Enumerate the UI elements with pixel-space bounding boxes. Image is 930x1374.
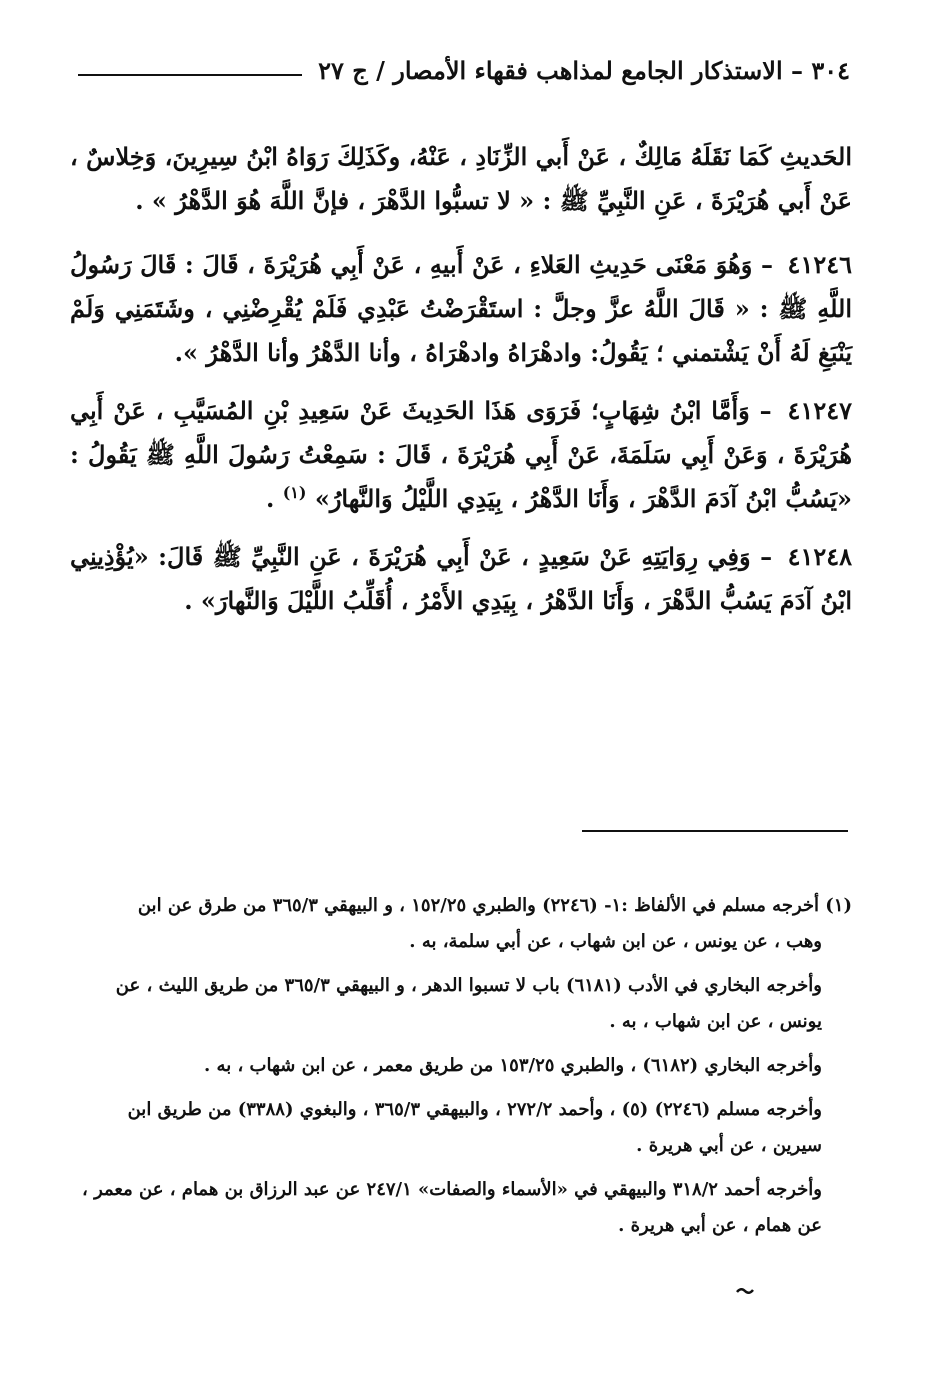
paragraph-continuation: الحَديثِ كَمَا نَقَلَهُ مَالِكٌ ، عَنْ أَبي الزِّنَادِ ، عَنْهُ، وكَذَلِكَ رَوَاهُ ابْنُ سِيرِينَ، وَخِلاسٌ ، عَنْ أَبي هُرَيْرَةَ ، عَنِ النَّبِيِّ ﷺ : « لا تسبُّوا الدَّهْرَ ، فإنَّ اللَّهَ هُوَ الدَّهْرُ » . [70,142,852,215]
paragraph-41247 [70,389,852,521]
footnote-1-line-2: وهب ، عن يونس ، عن ابن شهاب ، عن أبي سلمة، به . [409,931,822,952]
footnote-1-source-3: وأخرجه البخاري (٦١٨٢) ، والطبري ١٥٣/٢٥ من طريق معمر ، عن ابن شهاب ، به . [204,1055,822,1076]
main-text [70,135,852,637]
footnote-separator [582,830,848,832]
paragraph-text: – وَهُوَ مَعْنَى حَدِيثِ العَلاءِ ، عَنْ أَبيهِ ، عَنْ أَبِي هُرَيْرَةَ ، قَالَ : قَالَ رَسُولُ اللَّهِ ﷺ : « قَالَ اللَّهُ عزَّ وجلَّ : استَقْرَضْتُ عَبْدِي فَلَمْ يُقْرِضْنِي ، وشَتَمَنِي وَلَمْ يَنْبَغِ لَهُ أَنْ يَشْتمني ؛ يَقُولُ: وادهْرَاهُ وادهْرَاهُ ، وأنا الدَّهْرُ وأنا الدَّهْرُ ». [70,250,852,367]
footnote-1-line-1: (١) أخرجه مسلم في الألفاظ :١- (٢٢٤٦) والطبري ١٥٢/٢٥ ، و البيهقي ٣٦٥/٣ من طرق عن ابن [137,895,852,916]
paragraph-41248 [70,535,852,623]
footnote-reference[interactable]: (١) [282,483,307,502]
footnote-1-source-5: وأخرجه أحمد ٣١٨/٢ والبيهقي في «الأسماء والصفات» ٢٤٧/١ عن عبد الرزاق بن همام ، عن معمر ، عن همام ، عن أبي هريرة . [82,1179,822,1236]
paragraph-end: . [266,484,275,513]
paragraph-text: – وَفِي رِوَايَتِهِ عَنْ سَعِيدٍ ، عَنْ أَبِي هُرَيْرَةَ ، عَنِ النَّبِيِّ ﷺ قَالَ: «يُؤْذِينِي ابْنُ آدَمَ يَسُبُّ الدَّهْرَ ، وَأَنَا الدَّهْرُ ، بِيَدِي الأَمْرُ ، أُقَلِّبُ اللَّيْلَ وَالنَّهارَ» . [70,542,852,615]
header-rule [78,74,302,76]
running-head: ٣٠٤ – الاستذكار الجامع لمذاهب فقهاء الأمصار / ج ٢٧ [318,55,850,85]
footnotes [78,888,852,1252]
paragraph-text: – وَأَمَّا ابْنُ شِهَابٍ؛ فَرَوَى هَذَا الحَدِيثَ عَنْ سَعِيدِ بْنِ المُسَيَّبِ ، عَنْ أَبِي هُرَيْرَةَ ، وَعَنْ أَبِي سَلَمَةَ، عَنْ أَبِي هُرَيْرَةَ ، قَالَ : سَمِعْتُ رَسُولَ اللَّهِ ﷺ يَقُولُ : «يَسُبُّ ابْنُ آدَمَ الدَّهْرَ ، وَأَنَا الدَّهْرُ ، بِيَدِي اللَّيْلُ وَالنَّهارُ» [70,396,852,513]
paragraph-number: ٤١٢٤٧ [787,396,852,425]
footnote-1-source-2: وأخرجه البخاري في الأدب (٦١٨١) باب لا تسبوا الدهر ، و البيهقي ٣٦٥/٣ من طريق الليث ، عن يونس ، عن ابن شهاب ، به . [115,975,822,1032]
paragraph-number: ٤١٢٤٨ [787,542,853,571]
footnote-1-source-4: وأخرجه مسلم (٢٢٤٦) (٥) ، وأحمد ٢٧٢/٢ ، والبيهقي ٣٦٥/٣ ، والبغوي (٣٣٨٨) من طريق ابن سيرين ، عن أبي هريرة . [127,1099,822,1156]
paragraph-41246 [70,243,852,375]
footnote-1 [78,888,852,960]
ink-mark-icon [736,1286,754,1296]
paragraph-number: ٤١٢٤٦ [787,250,852,279]
page-header [78,50,850,90]
